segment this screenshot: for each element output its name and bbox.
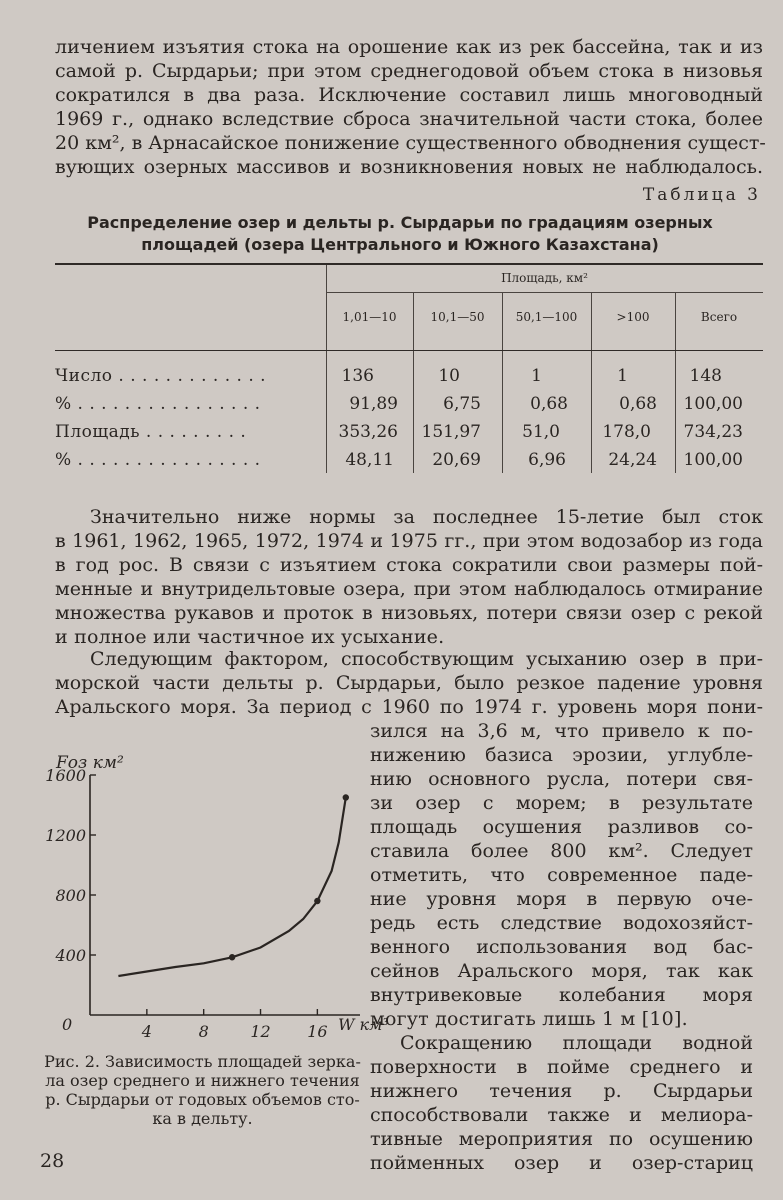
text-line: могут достигать лишь 1 м [10].: [370, 1008, 688, 1030]
table-cell: 100,00: [683, 450, 743, 470]
text-line: отметить, что современное паде-: [370, 864, 753, 886]
column-header: 1,01—10: [342, 310, 397, 324]
x-tick-label: 12: [250, 1022, 271, 1041]
y-tick-label: 400: [55, 946, 86, 965]
table-cell: 10: [438, 366, 460, 386]
table-cell: 1: [617, 366, 628, 386]
x-tick-label: 16: [307, 1022, 328, 1041]
text-line: ние уровня моря в первую оче-: [370, 888, 753, 910]
text-line: сейнов Аральского моря, так как: [370, 960, 753, 982]
x-tick-label: 8: [198, 1022, 209, 1041]
column-header: >100: [616, 310, 650, 324]
table-header-bottom-rule: [55, 350, 763, 351]
data-point: [229, 954, 235, 960]
table-cell: 6,96: [528, 450, 566, 470]
text-line: ставила более 800 км². Следует: [370, 840, 753, 862]
table-cell: 6,75: [443, 394, 481, 414]
column-header: 50,1—100: [515, 310, 578, 324]
y-tick-label: 800: [55, 886, 86, 905]
text-line: личением изъятия стока на орошение как из рек бассейна, так и из: [55, 36, 763, 58]
table-cell: 0,68: [619, 394, 657, 414]
text-line: Аральского моря. За период с 1960 по 1974 г. уровень моря пони-: [55, 696, 763, 718]
text-line: Сокращению площади водной: [400, 1032, 753, 1054]
row-label: % . . . . . . . . . . . . . . . .: [55, 394, 261, 414]
text-line: способствовали также и мелиора-: [370, 1104, 753, 1126]
text-line: в год рос. В связи с изъятием стока сократили свои размеры пой-: [55, 554, 763, 576]
text-line: Значительно ниже нормы за последнее 15-летие был сток: [90, 506, 763, 528]
text-line: менные и внутридельтовые озера, при этом наблюдалось отмирание: [55, 578, 763, 600]
figure-caption-line: Рис. 2. Зависимость площадей зерка-: [44, 1052, 361, 1071]
table-title: площадей (озера Центрального и Южного Казахстана): [141, 235, 659, 254]
table-cell: 24,24: [608, 450, 657, 470]
text-line: сократился в два раза. Исключение составил лишь многоводный: [55, 84, 763, 106]
table-cell: 0,68: [530, 394, 568, 414]
table-cell: 734,23: [683, 422, 743, 442]
figure-caption-line: ка в дельту.: [152, 1109, 253, 1128]
figure-chart: [20, 730, 389, 1041]
column-header: 10,1—50: [430, 310, 485, 324]
text-line: множества рукавов и проток в низовьях, потери связи озер с рекой: [55, 602, 763, 624]
table-cell: 151,97: [421, 422, 481, 442]
table-title: Распределение озер и дельты р. Сырдарьи по градациям озерных: [87, 213, 713, 232]
data-point: [314, 898, 320, 904]
column-header: Всего: [700, 310, 738, 324]
table-header-rule: [326, 292, 763, 293]
text-line: поверхности в пойме среднего и: [370, 1056, 753, 1078]
data-line: [118, 798, 345, 977]
y-axis-label: Fоз км²: [56, 753, 124, 773]
table-cell: 178,0: [602, 422, 651, 442]
table-cell: 100,00: [683, 394, 743, 414]
text-line: 1969 г., однако вследствие сброса значительной части стока, более: [55, 108, 763, 130]
row-label: % . . . . . . . . . . . . . . . .: [55, 450, 261, 470]
table-cell: 48,11: [345, 450, 394, 470]
row-label: Число . . . . . . . . . . . . .: [55, 366, 267, 386]
text-line: 20 км², в Арнасайское понижение существенного обводнения сущест-: [55, 132, 766, 154]
data-point: [343, 794, 349, 800]
page-number: 28: [40, 1150, 65, 1172]
text-line: внутривековые колебания моря: [370, 984, 753, 1006]
text-line: зи озер с морем; в результате: [370, 792, 753, 814]
table-cell: 136: [341, 366, 374, 386]
table-cell: 91,89: [349, 394, 398, 414]
table-cell: 51,0: [522, 422, 560, 442]
y-tick-label: 1200: [45, 826, 86, 845]
table-top-rule: [55, 263, 763, 265]
text-line: в 1961, 1962, 1965, 1972, 1974 и 1975 гг., при этом водозабор из года: [55, 530, 763, 552]
text-line: редь есть следствие водохозяйст-: [370, 912, 753, 934]
text-line: зился на 3,6 м, что привело к по-: [370, 720, 753, 742]
table-cell: 1: [531, 366, 542, 386]
figure-caption-line: ла озер среднего и нижнего течения: [45, 1071, 360, 1090]
text-line: площадь осушения разливов со-: [370, 816, 753, 838]
row-label: Площадь . . . . . . . . .: [55, 422, 247, 442]
figure-caption-line: р. Сырдарьи от годовых объемов сто-: [45, 1090, 360, 1109]
y-tick-label: 1600: [45, 766, 86, 785]
text-line: морской части дельты р. Сырдарьи, было резкое падение уровня: [55, 672, 763, 694]
x-axis-label: W км³: [338, 1015, 389, 1034]
table-group-header: Площадь, км²: [501, 271, 588, 285]
text-line: тивные мероприятия по осушению: [370, 1128, 753, 1150]
x-tick-label: 4: [141, 1022, 152, 1041]
text-line: венного использования вод бас-: [370, 936, 753, 958]
table-cell: 20,69: [432, 450, 481, 470]
text-line: пойменных озер и озер-стариц: [370, 1152, 753, 1174]
table-cell: 148: [689, 366, 722, 386]
text-line: самой р. Сырдарьи; при этом среднегодовой объем стока в низовья: [55, 60, 763, 82]
text-line: Следующим фактором, способствующим усыханию озер в при-: [90, 648, 763, 670]
text-line: нижению базиса эрозии, углубле-: [370, 744, 753, 766]
text-line: нижнего течения р. Сырдарьи: [370, 1080, 753, 1102]
text-line: нию основного русла, потери свя-: [370, 768, 753, 790]
table-cell: 353,26: [338, 422, 398, 442]
table-label: Таблица 3: [642, 185, 761, 205]
text-line: вующих озерных массивов и возникновения новых не наблюдалось.: [55, 156, 763, 178]
text-line: и полное или частичное их усыхание.: [55, 626, 445, 648]
origin-label: 0: [62, 1015, 73, 1034]
